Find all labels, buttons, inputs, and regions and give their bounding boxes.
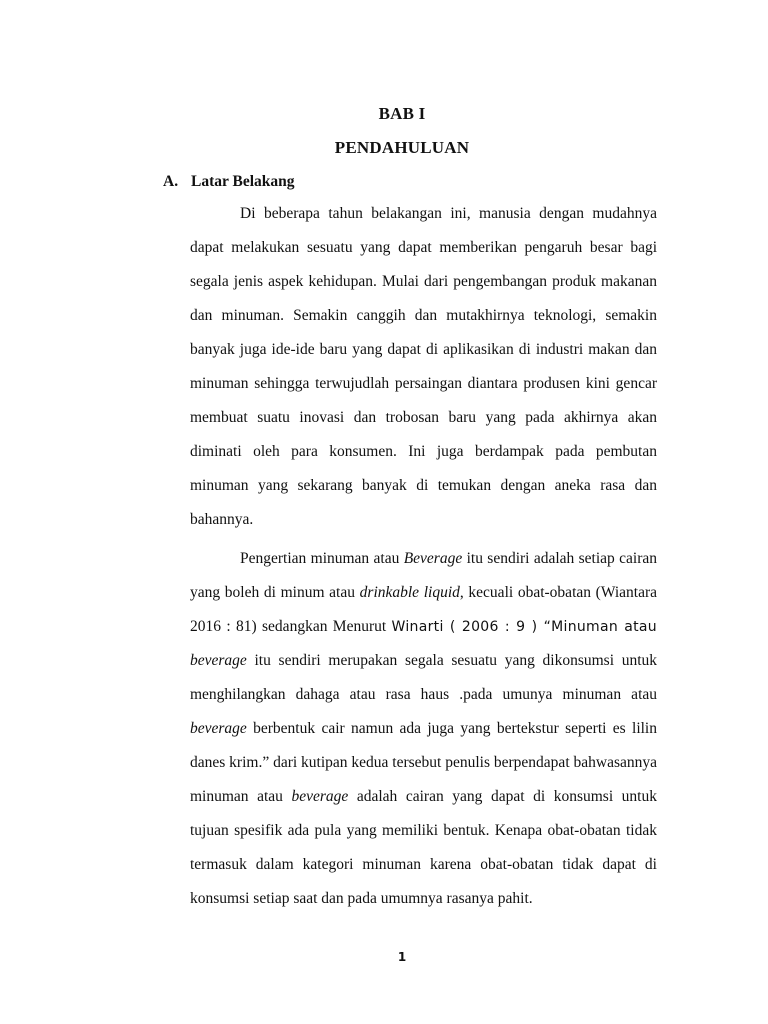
paragraph-2	[190, 542, 657, 916]
term-beverage: beverage	[190, 652, 247, 669]
page-number: 1	[397, 950, 407, 964]
chapter-number: BAB I	[378, 104, 426, 123]
paragraph-2-text-6: itu sendiri merupakan segala sesuatu yang dikonsumsi untuk menghilangkan dahaga atau rasa haus .pada umunya minuman atau	[190, 652, 657, 703]
paragraph-1	[190, 197, 657, 537]
paragraph-2-text-8: adalah cairan yang dapat di konsumsi untuk tujuan spesifik ada pula yang memiliki bentuk. Kenapa obat-obatan tidak termasuk dalam kategori minuman karena obat-obatan tidak dapat di konsumsi setiap saat dan pada umumnya rasanya pahit.	[190, 788, 657, 907]
paragraph-2-text-1: Pengertian minuman atau	[240, 550, 404, 567]
term-beverage: beverage	[190, 720, 247, 737]
citation-winarti: Winarti ( 2006 : 9 ) “Minuman atau	[391, 619, 657, 635]
section-title: Latar Belakang	[191, 173, 295, 190]
term-beverage: Beverage	[403, 550, 463, 567]
paragraph-2-text-3: , kecuali obat-obatan (Wiantara 2016 : 81) sedangkan Menurut	[190, 584, 657, 635]
paragraph-2-text-2: itu sendiri adalah setiap cairan yang boleh di minum atau	[190, 550, 657, 601]
chapter-title: PENDAHULUAN	[334, 138, 470, 157]
section-heading	[163, 173, 295, 191]
term-beverage: beverage	[291, 788, 349, 805]
term-drinkable-liquid: drinkable liquid	[359, 584, 460, 601]
section-number: A.	[163, 173, 179, 190]
paragraph-2-text-7: berbentuk cair namun ada juga yang bertekstur seperti es lilin danes krim.” dari kutipan kedua tersebut penulis berpendapat bahwasannya minuman atau	[190, 720, 657, 805]
paragraph-1-text: Di beberapa tahun belakangan ini, manusia dengan mudahnya dapat melakukan sesuatu yang dapat memberikan pengaruh besar bagi segala jenis aspek kehidupan. Mulai dari pengembangan produk makanan dan minuman. Semakin canggih dan mutakhirnya teknologi, semakin banyak juga ide-ide baru yang dapat di aplikasikan di industri makan dan minuman sehingga terwujudlah persaingan diantara produsen kini gencar membuat suatu inovasi dan trobosan baru yang pada akhirnya akan diminati oleh para konsumen. Ini juga berdampak pada pembutan minuman yang sekarang banyak di temukan dengan aneka rasa dan bahannya.	[190, 205, 657, 528]
